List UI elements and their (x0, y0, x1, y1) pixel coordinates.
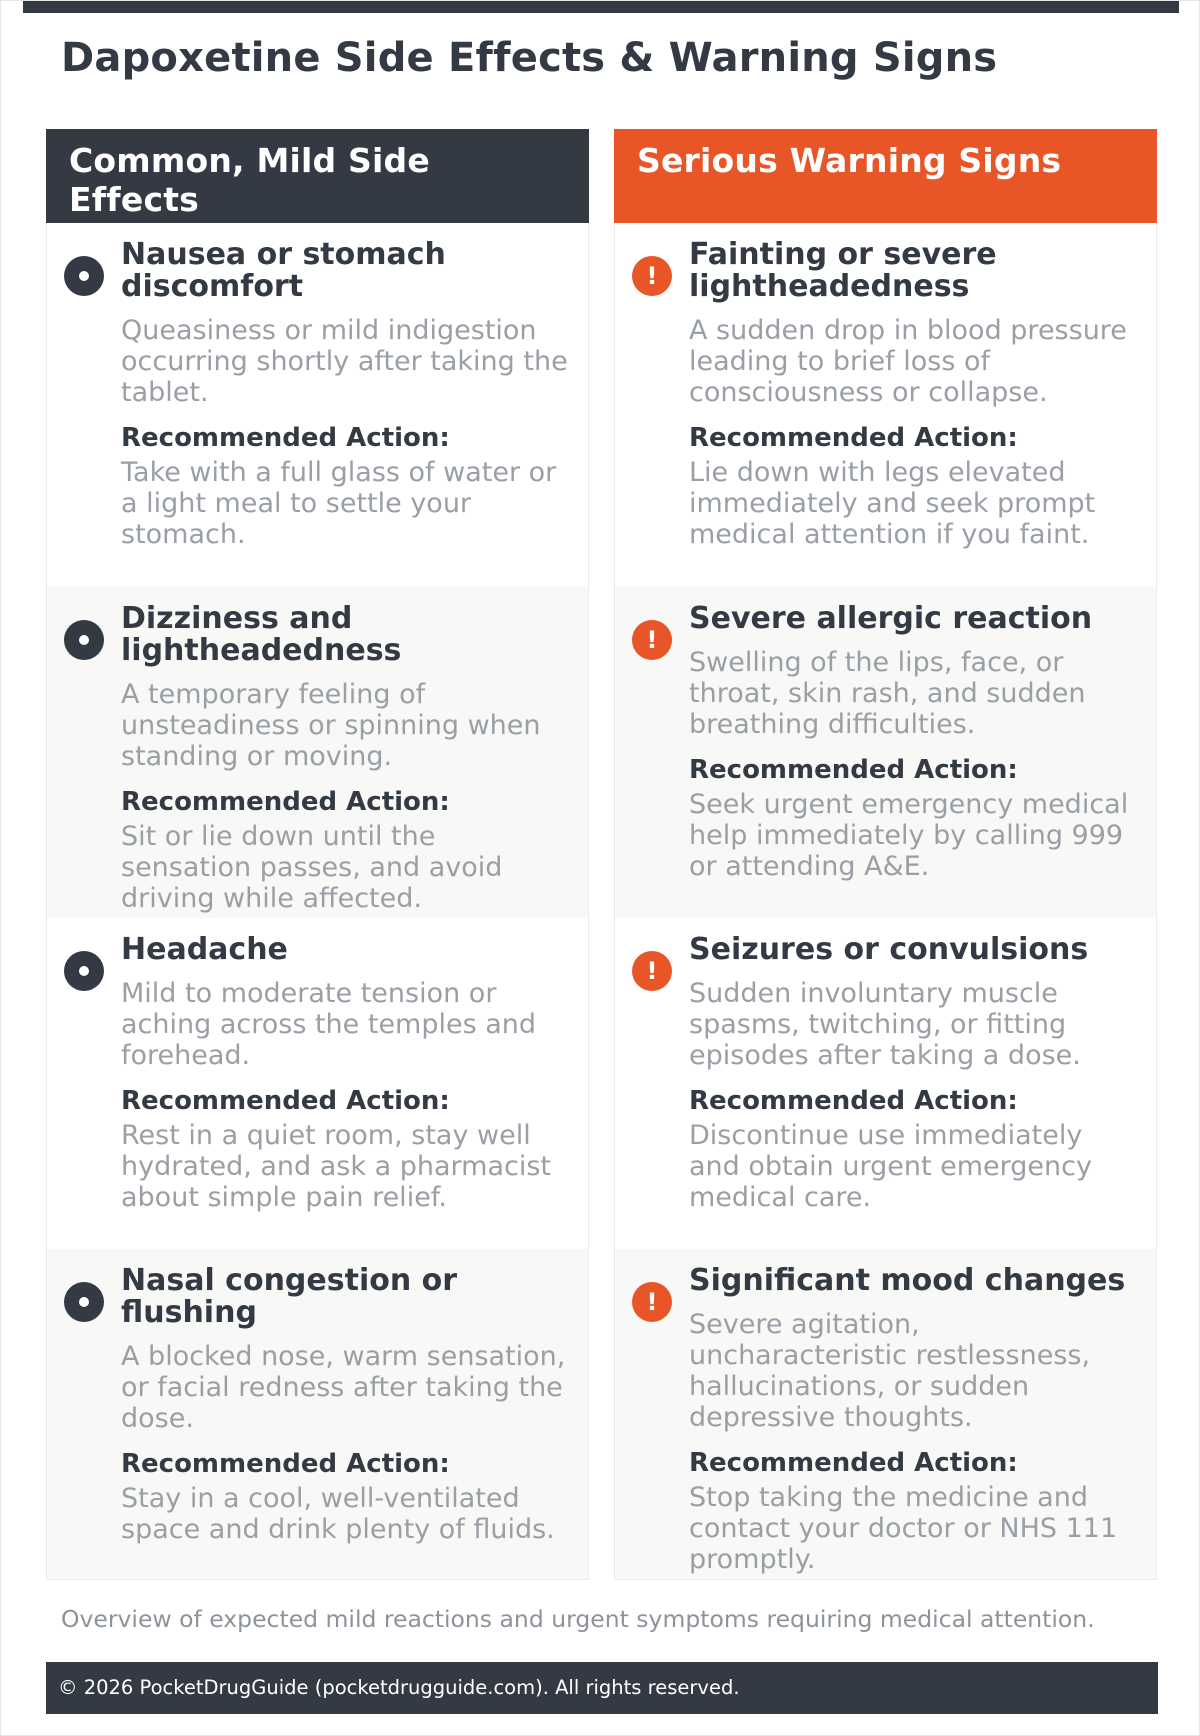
dot-circle-icon (64, 951, 104, 991)
mild-item-action: Take with a full glass of water or a light meal to settle your stomach. (121, 457, 557, 550)
mild-item-action: Sit or lie down until the sensation passes, and avoid driving while affected. (121, 821, 503, 914)
caption-text: Overview of expected mild reactions and urgent symptoms requiring medical attention. (61, 1605, 1095, 1633)
exclamation-circle-icon: ! (632, 1282, 672, 1322)
serious-item-description: Swelling of the lips, face, or throat, skin rash, and sudden breathing difficulties. (689, 647, 1086, 740)
mild-item-title: Nasal congestion or flushing (121, 1263, 458, 1330)
serious-item-card (614, 1249, 1157, 1580)
serious-item-title: Fainting or severe lightheadedness (689, 237, 997, 304)
recommended-action-label: Recommended Action: (689, 423, 1018, 453)
serious-item-description: Sudden involuntary muscle spasms, twitching, or fitting episodes after taking a dose. (689, 978, 1081, 1071)
mild-column-heading: Common, Mild Side Effects (46, 129, 589, 223)
serious-item-card (614, 223, 1157, 587)
mild-item-description: Queasiness or mild indigestion occurring shortly after taking the tablet. (121, 315, 568, 408)
recommended-action-label: Recommended Action: (121, 787, 450, 817)
serious-item-description: A sudden drop in blood pressure leading to brief loss of consciousness or collapse. (689, 315, 1127, 408)
dot-circle-icon (64, 620, 104, 660)
recommended-action-label: Recommended Action: (689, 1448, 1018, 1478)
mild-side-effects-column (46, 129, 589, 1580)
serious-item-action: Stop taking the medicine and contact your doctor or NHS 111 promptly. (689, 1482, 1118, 1575)
recommended-action-label: Recommended Action: (121, 423, 450, 453)
serious-item-card (614, 587, 1157, 918)
serious-item-action: Lie down with legs elevated immediately and seek prompt medical attention if you faint. (689, 457, 1096, 550)
page-title: Dapoxetine Side Effects & Warning Signs (61, 35, 998, 81)
mild-item-action: Rest in a quiet room, stay well hydrated, and ask a pharmacist about simple pain relief. (121, 1120, 551, 1213)
serious-item-title: Significant mood changes (689, 1263, 1126, 1298)
serious-item-description: Severe agitation, uncharacteristic restlessness, hallucinations, or sudden depressive thoughts. (689, 1309, 1091, 1433)
dot-circle-icon (64, 1282, 104, 1322)
copyright-footer: © 2026 PocketDrugGuide (pocketdrugguide.com). All rights reserved. (46, 1662, 1158, 1714)
recommended-action-label: Recommended Action: (121, 1449, 450, 1479)
mild-item-title: Nausea or stomach discomfort (121, 237, 446, 304)
exclamation-circle-icon: ! (632, 951, 672, 991)
mild-item-card (46, 223, 589, 587)
serious-warning-signs-column (614, 129, 1157, 1580)
mild-item-description: A blocked nose, warm sensation, or facial redness after taking the dose. (121, 1341, 566, 1434)
mild-item-title: Dizziness and lightheadedness (121, 601, 402, 668)
dot-circle-icon (64, 256, 104, 296)
mild-item-title: Headache (121, 932, 288, 967)
mild-item-action: Stay in a cool, well-ventilated space and drink plenty of fluids. (121, 1483, 555, 1545)
serious-item-title: Severe allergic reaction (689, 601, 1093, 636)
serious-item-action: Seek urgent emergency medical help immediately by calling 999 or attending A&E. (689, 789, 1129, 882)
mild-item-card (46, 918, 589, 1249)
mild-item-description: Mild to moderate tension or aching across the temples and forehead. (121, 978, 537, 1071)
recommended-action-label: Recommended Action: (689, 1086, 1018, 1116)
exclamation-circle-icon: ! (632, 256, 672, 296)
serious-item-action: Discontinue use immediately and obtain urgent emergency medical care. (689, 1120, 1092, 1213)
serious-item-card (614, 918, 1157, 1249)
serious-column-heading: Serious Warning Signs (614, 129, 1157, 223)
top-accent-bar (23, 1, 1179, 13)
mild-item-card (46, 1249, 589, 1580)
recommended-action-label: Recommended Action: (689, 755, 1018, 785)
exclamation-circle-icon: ! (632, 620, 672, 660)
serious-item-title: Seizures or convulsions (689, 932, 1089, 967)
mild-item-card (46, 587, 589, 918)
recommended-action-label: Recommended Action: (121, 1086, 450, 1116)
mild-item-description: A temporary feeling of unsteadiness or spinning when standing or moving. (121, 679, 541, 772)
